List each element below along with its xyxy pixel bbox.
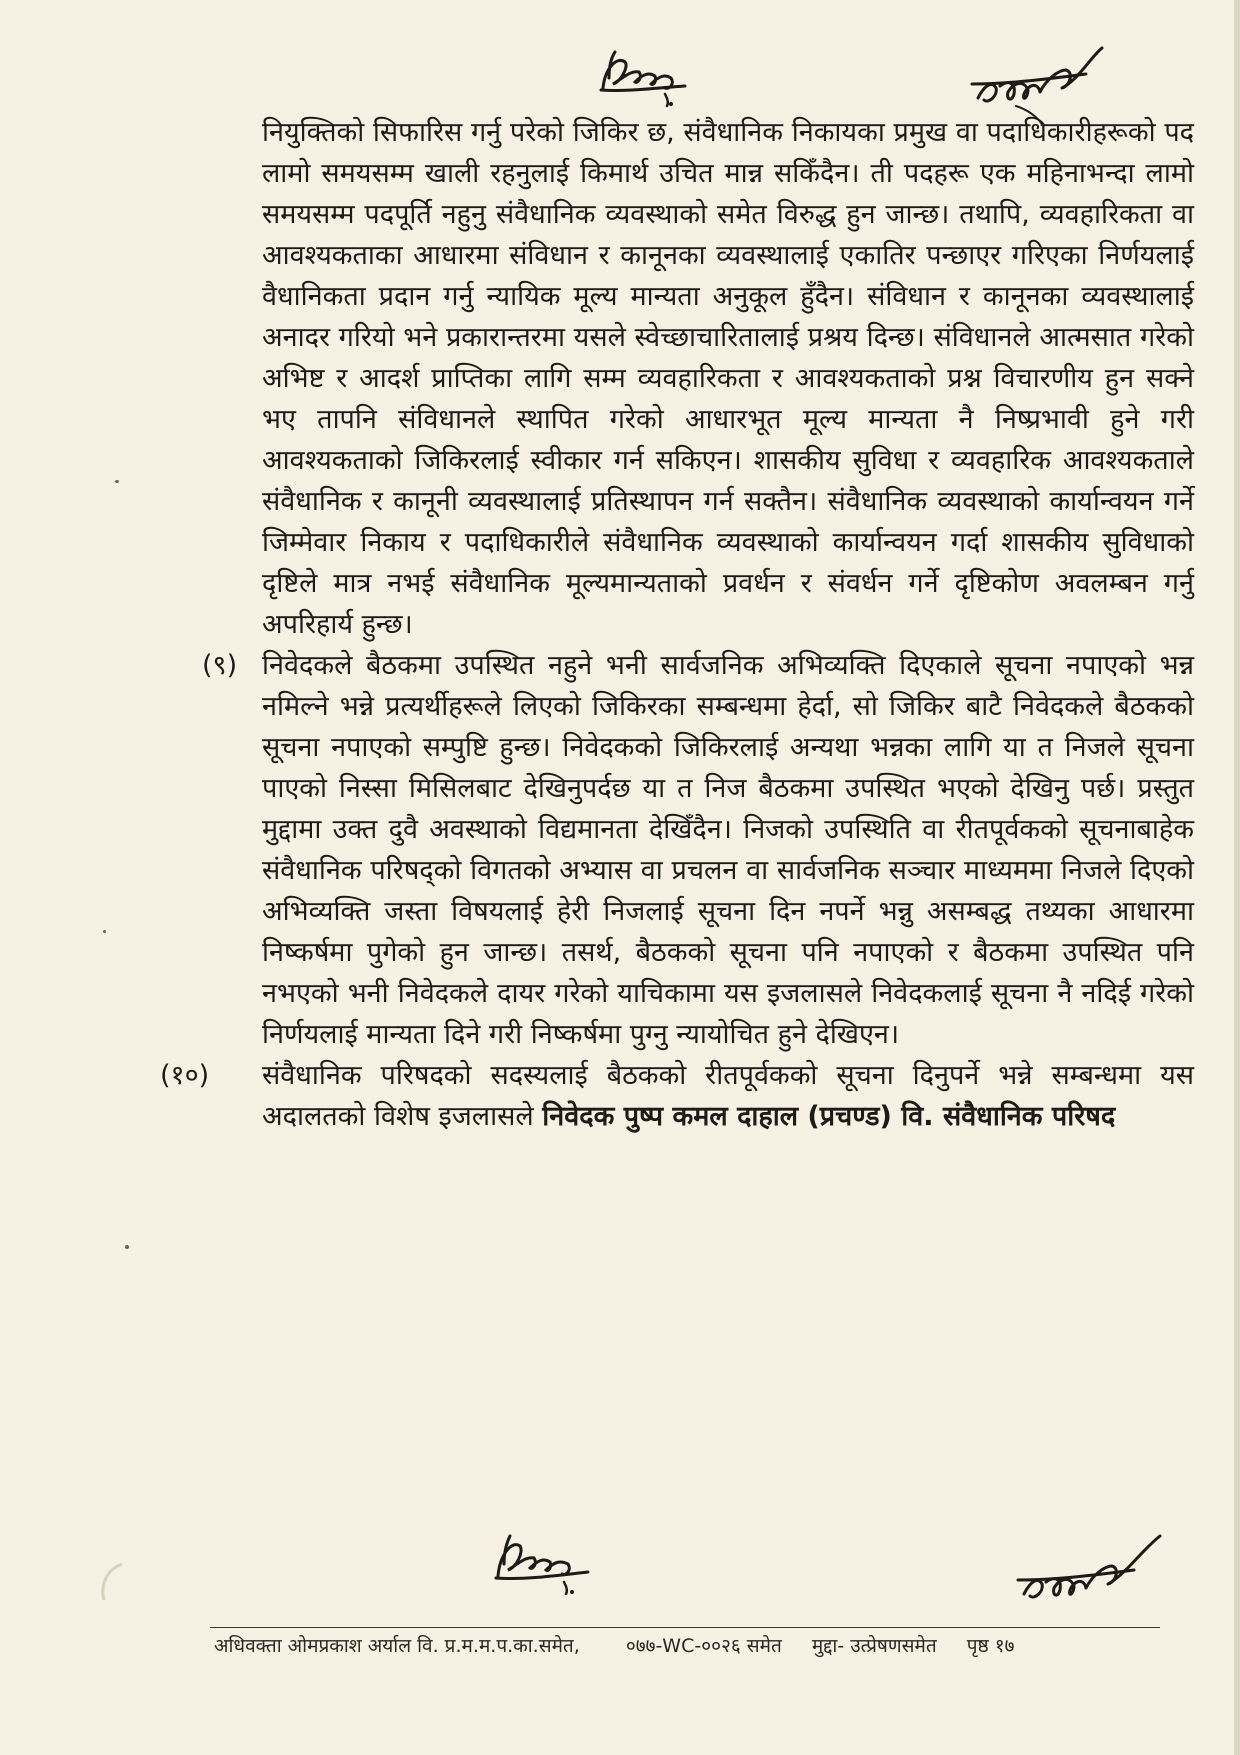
document-body — [160, 112, 1194, 1137]
paragraph-text: निवेदकले बैठकमा उपस्थित नहुने भनी सार्वजनिक अभिव्यक्ति दिएकाले सूचना नपाएको भन्न नमिल्ने भन्ने प्रत्यर्थीहरूले लिएको जिकिरका सम्बन्धमा हेर्दा, सो जिकिर बाटै निवेदकले बैठकको सूचना नपाएको सम्पुष्टि हुन्छ। निवेदकको जिकिरलाई अन्यथा भन्नका लागि या त निजले सूचना पाएको निस्सा मिसिलबाट देखिनुपर्दछ या त निज बैठकमा उपस्थित भएको देखिनु पर्छ। प्रस्तुत मुद्दामा उक्त दुवै अवस्थाको विद्यमानता देखिँदैन। निजको उपस्थिति वा रीतपूर्वकको सूचनाबाहेक संवैधानिक परिषद्को विगतको अभ्यास वा प्रचलन वा सार्वजनिक सञ्चार माध्यममा निजले दिएको अभिव्यक्ति जस्ता विषयलाई हेरी निजलाई सूचना दिन नपर्ने भन्नु असम्बद्ध तथ्यका आधारमा निष्कर्षमा पुगेको हुन जान्छ। तसर्थ, बैठकको सूचना पनि नपाएको र बैठकमा उपस्थित पनि नभएको भनी निवेदकले दायर गरेको याचिकामा यस इजलासले निवेदकलाई सूचना नै नदिई गरेको निर्णयलाई मान्यता दिने गरी निष्कर्षमा पुग्नु न्यायोचित हुने देखिएन। — [262, 650, 1194, 1050]
paragraph-continued: नियुक्तिको सिफारिस गर्नु परेको जिकिर छ, संवैधानिक निकायका प्रमुख वा पदाधिकारीहरूको पद लामो समयसम्म खाली रहनुलाई किमार्थ उचित मान्न सकिँदैन। ती पदहरू एक महिनाभन्दा लामो समयसम्म पदपूर्ति नहुनु संवैधानिक व्यवस्थाको समेत विरुद्ध हुन जान्छ। तथापि, व्यवहारिकता वा आवश्यकताका आधारमा संविधान र कानूनका व्यवस्थालाई एकातिर पन्छाएर गरिएका निर्णयलाई वैधानिकता प्रदान गर्नु न्यायिक मूल्य मान्यता अनुकूल हुँदैन। संविधान र कानूनका व्यवस्थालाई अनादर गरियो भने प्रकारान्तरमा यसले स्वेच्छाचारितालाई प्रश्रय दिन्छ। संविधानले आत्मसात गरेको अभिष्ट र आदर्श प्राप्तिका लागि सम्म व्यवहारिकता र आवश्यकताको प्रश्न विचारणीय हुन सक्ने भए तापनि संविधानले स्थापित गरेको आधारभूत मूल्य मान्यता नै निष्प्रभावी हुने गरी आवश्यकताको जिकिरलाई स्वीकार गर्न सकिएन। शासकीय सुविधा र व्यवहारिक आवश्यकताले संवैधानिक र कानूनी व्यवस्थालाई प्रतिस्थापन गर्न सक्तैन। संवैधानिक व्यवस्थाको कार्यान्वयन गर्ने जिम्मेवार निकाय र पदाधिकारीले संवैधानिक व्यवस्थाको कार्यान्वयन गर्दा शासकीय सुविधाको दृष्टिले मात्र नभई संवैधानिक मूल्यमान्यताको प्रवर्धन र संवर्धन गर्ने दृष्टिकोण अवलम्बन गर्नु अपरिहार्य हुन्छ। — [262, 117, 1194, 640]
case-citation: निवेदक पुष्प कमल दाहाल (प्रचण्ड) वि. संवैधानिक परिषद — [542, 1101, 1116, 1132]
paper-crease — [96, 1556, 146, 1606]
paragraph-10 — [160, 1055, 1194, 1137]
paragraph-text: संवैधानिक परिषदको सदस्यलाई बैठकको रीतपूर्वकको सूचना दिनुपर्ने भन्ने सम्बन्धमा यस अदालतको विशेष इजलासले — [262, 1060, 1194, 1132]
page-footer — [214, 1633, 1160, 1659]
paragraph-number: (९) — [202, 650, 238, 681]
paragraph-number: (१०) — [160, 1060, 210, 1091]
signature-bottom-left — [488, 1530, 593, 1598]
footer-case-number: ०७७-WC-००२६ समेत — [625, 1635, 782, 1657]
scan-speck — [103, 930, 106, 933]
signature-top-left — [595, 48, 690, 108]
scan-speck — [115, 480, 119, 483]
signature-bottom-right — [1010, 1530, 1170, 1620]
footer-parties: अधिवक्ता ओमप्रकाश अर्याल वि. प्र.म.म.प.का.समेत, — [214, 1635, 580, 1657]
footer-page-number: पृष्ठ १७ — [966, 1635, 1015, 1657]
scan-speck — [125, 1245, 129, 1249]
footer-subject: मुद्दा- उत्प्रेषणसमेत — [811, 1635, 937, 1657]
footer-divider — [210, 1627, 1160, 1628]
paragraph-9 — [202, 645, 1194, 1055]
